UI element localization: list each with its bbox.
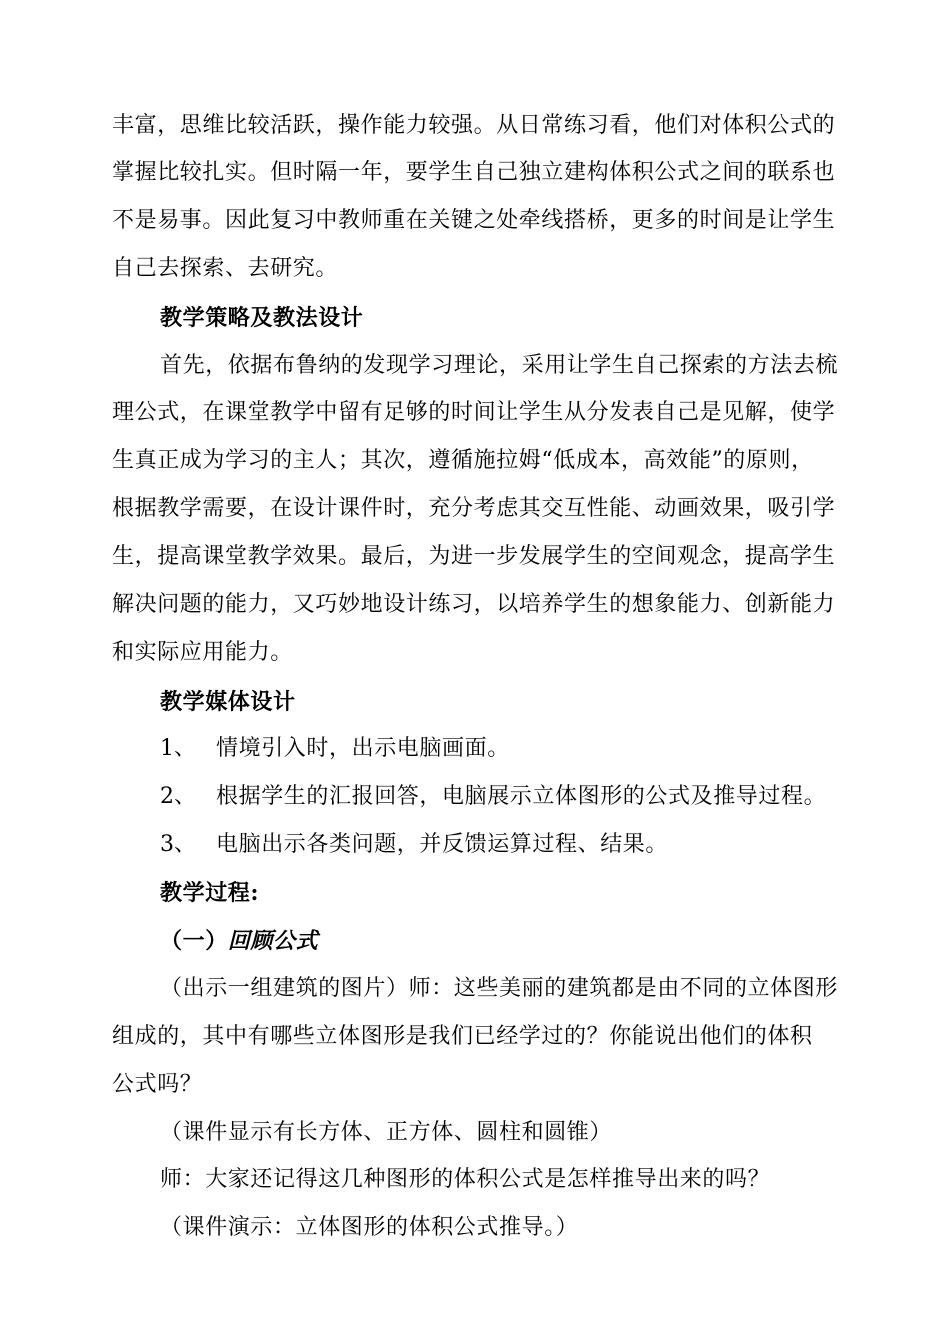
intro-line-1: 丰富，思维比较活跃，操作能力较强。从日常练习看，他们对体积公式的 bbox=[112, 113, 836, 138]
process-heading: 教学过程: bbox=[160, 880, 260, 906]
strategy-line-4: 根据教学需要，在设计课件时，充分考虑其交互性能、动画效果，吸引学 bbox=[112, 496, 836, 521]
strategy-line-7: 和实际应用能力。 bbox=[112, 640, 293, 665]
strategy-heading: 教学策略及教法设计 bbox=[160, 305, 364, 331]
strategy-line-1: 首先，依据布鲁纳的发现学习理论，采用让学生自己探索的方法去梳 bbox=[160, 353, 839, 378]
section-heading bbox=[160, 926, 318, 956]
section-number: （一） bbox=[160, 928, 228, 954]
media-item-number: 2、 bbox=[160, 784, 196, 809]
strategy-line-6: 解决问题的能力，又巧妙地设计练习，以培养学生的想象能力、创新能力 bbox=[112, 592, 836, 617]
strategy-line-2: 理公式，在课堂教学中留有足够的时间让学生从分发表自己是见解，使学 bbox=[112, 400, 836, 425]
media-heading: 教学媒体设计 bbox=[160, 689, 296, 715]
media-item-text: 根据学生的汇报回答，电脑展示立体图形的公式及推导过程。 bbox=[216, 784, 827, 809]
strategy-line-3: 生真正成为学习的主人；其次，遵循施拉姆“低成本，高效能”的原则， bbox=[112, 448, 814, 473]
process-para4: （课件演示：立体图形的体积公式推导。） bbox=[160, 1215, 579, 1240]
process-para2: （课件显示有长方体、正方体、圆柱和圆锥） bbox=[160, 1120, 613, 1145]
intro-line-2: 掌握比较扎实。但时隔一年，要学生自己独立建构体积公式之间的联系也 bbox=[112, 160, 836, 185]
section-title: 回顾公式 bbox=[227, 928, 319, 954]
strategy-line-5: 生，提高课堂教学效果。最后，为进一步发展学生的空间观念，提高学生 bbox=[112, 544, 836, 569]
media-item-number: 3、 bbox=[160, 832, 196, 857]
intro-line-3: 不是易事。因此复习中教师重在关键之处牵线搭桥，更多的时间是让学生 bbox=[112, 208, 836, 233]
process-para1-line-3: 公式吗？ bbox=[112, 1072, 203, 1097]
intro-line-4: 自己去探索、去研究。 bbox=[112, 256, 339, 281]
process-para1-line-2: 组成的，其中有哪些立体图形是我们已经学过的？你能说出他们的体积 bbox=[112, 1024, 813, 1049]
process-para1-line-1: （出示一组建筑的图片）师：这些美丽的建筑都是由不同的立体图形 bbox=[160, 976, 839, 1001]
media-item-text: 情境引入时，出示电脑画面。 bbox=[216, 736, 510, 761]
media-item-text: 电脑出示各类问题，并反馈运算过程、结果。 bbox=[216, 832, 669, 857]
media-item-number: 1、 bbox=[160, 736, 196, 761]
process-para3: 师：大家还记得这几种图形的体积公式是怎样推导出来的吗？ bbox=[160, 1167, 771, 1192]
